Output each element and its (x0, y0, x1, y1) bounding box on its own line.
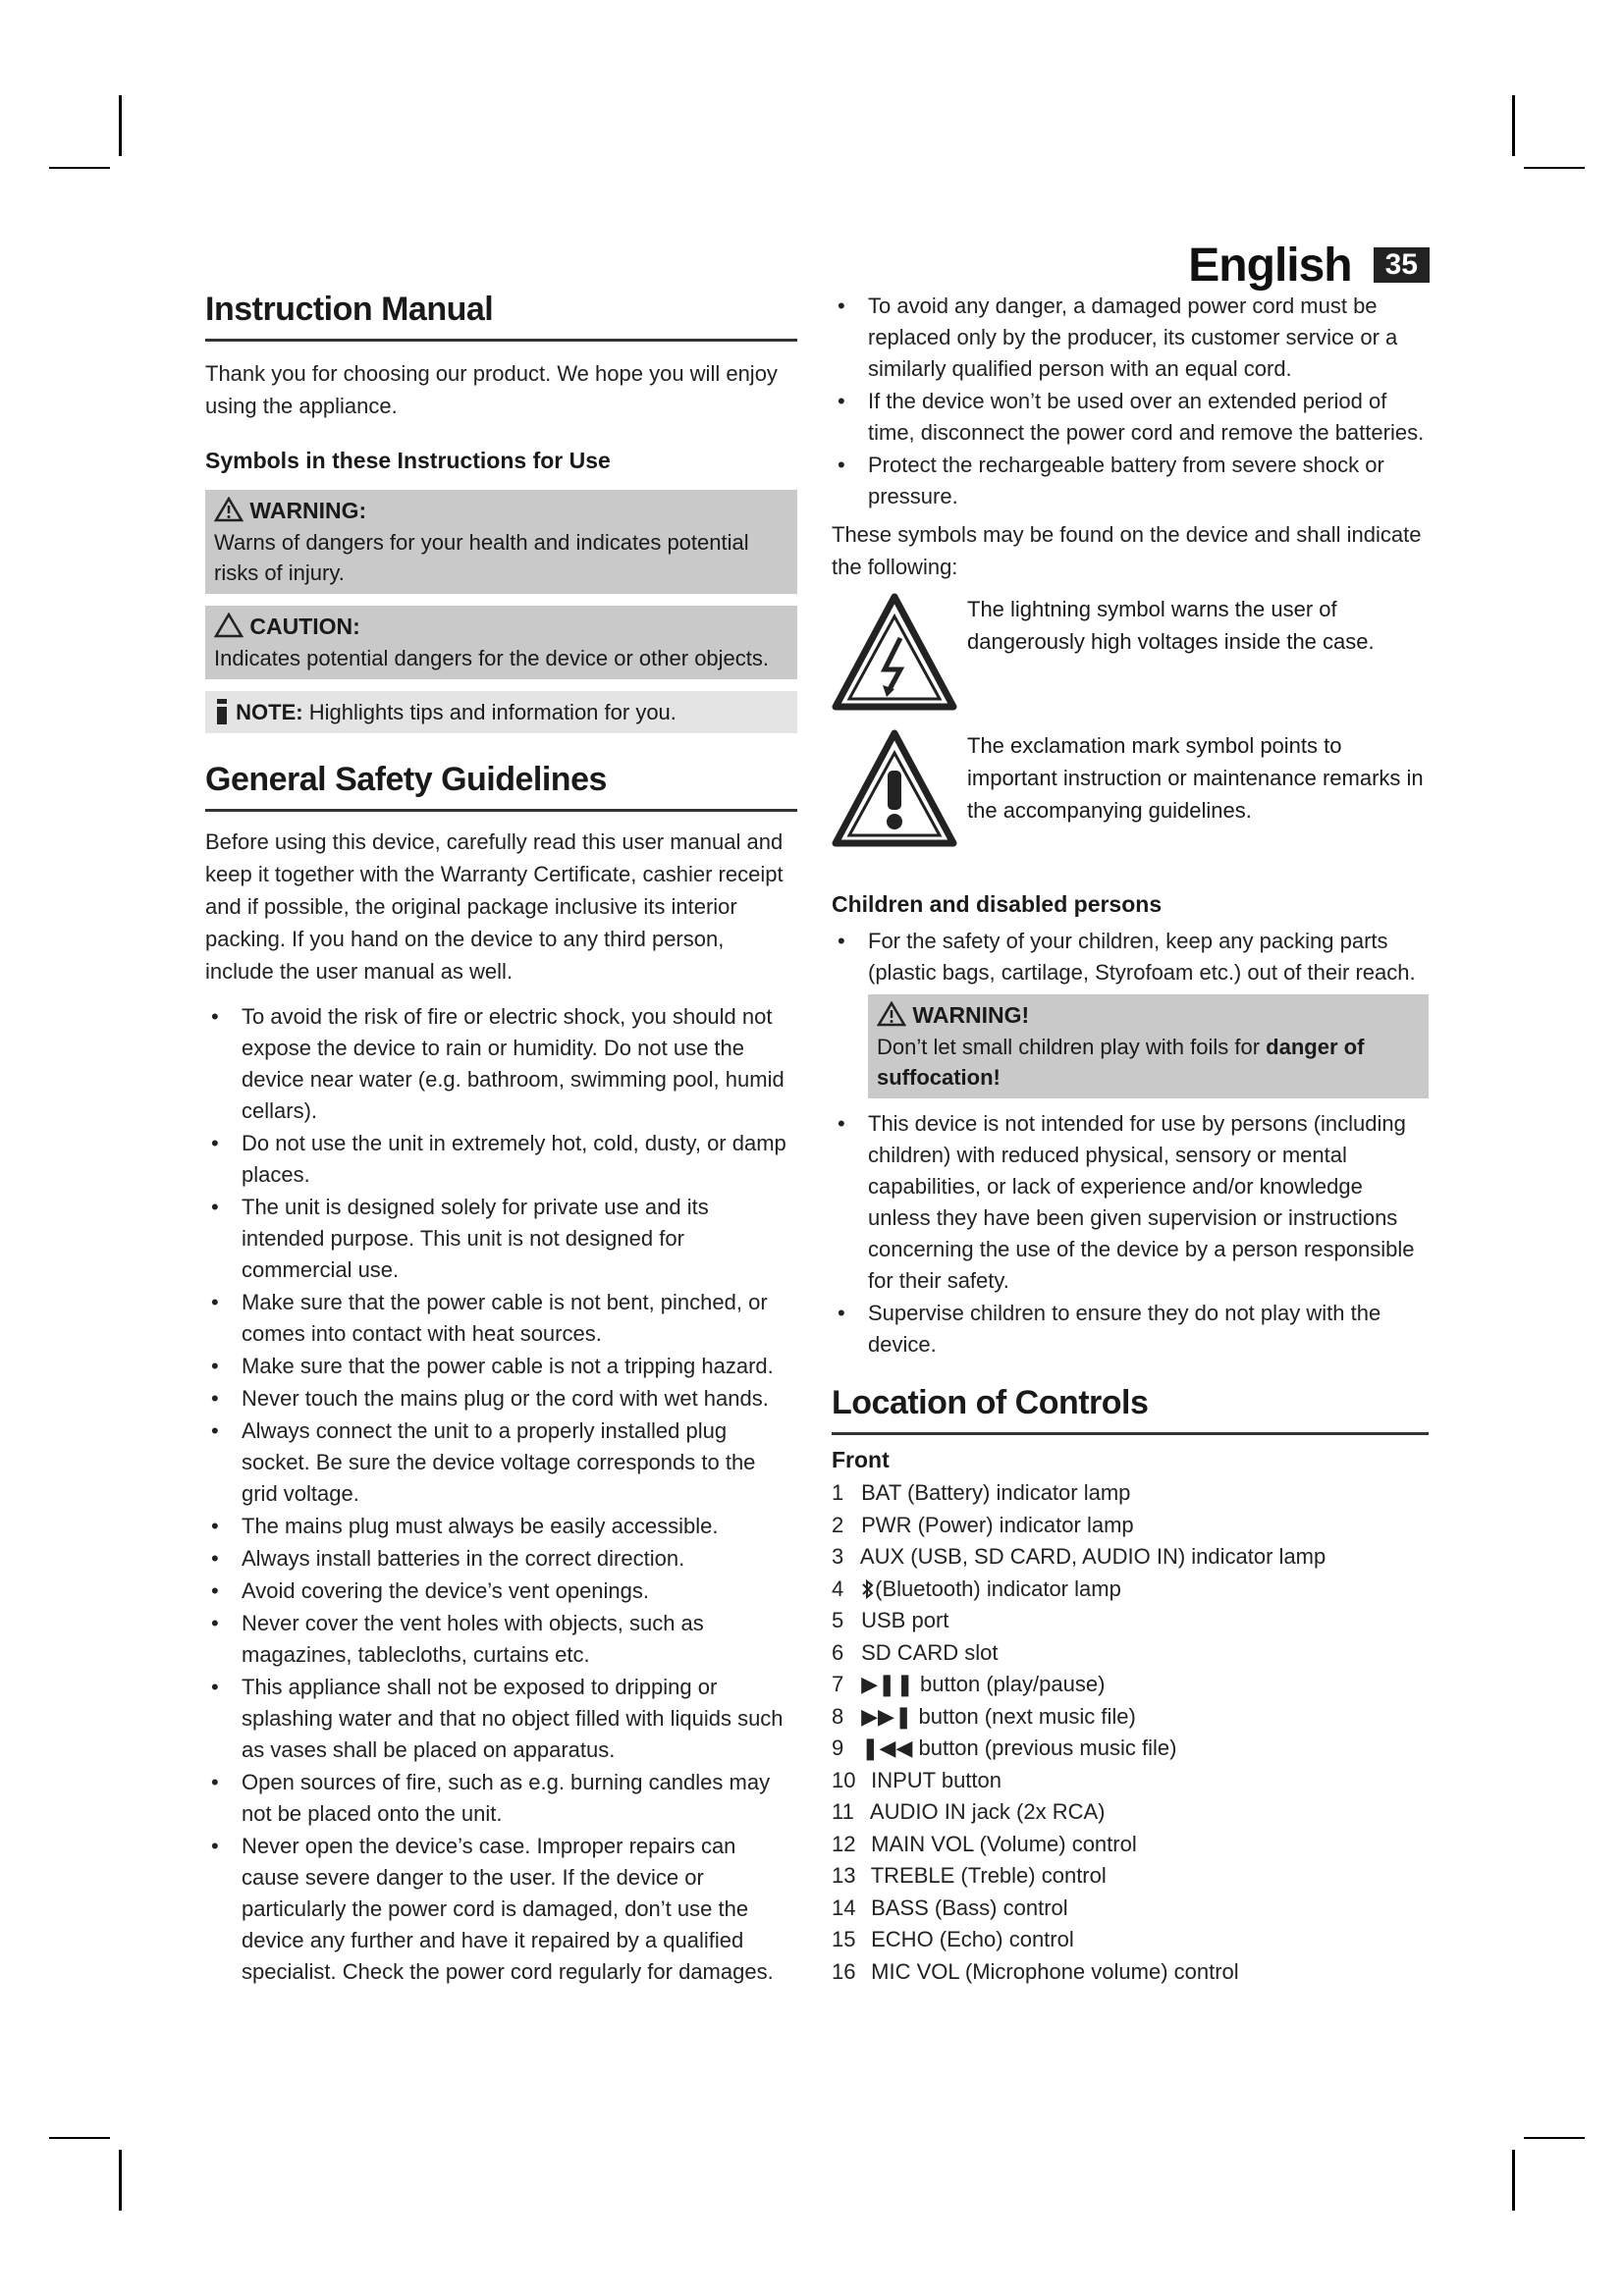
previous-icon: ❚◀◀ (861, 1735, 913, 1760)
list-item: • Supervise children to ensure they do not play with the device. (832, 1298, 1429, 1361)
list-item: • To avoid the risk of fire or electric shock, you should not expose the device to rain or humidity. Do not use the device near water (e.g. bathroom, swimming pool, humid cellars). (205, 1001, 797, 1127)
crop-mark (119, 95, 122, 156)
lightning-text: The lightning symbol warns the user of dangerously high voltages inside the case. (967, 597, 1375, 654)
list-item: 6 SD CARD slot (832, 1639, 999, 1665)
list-item: • Protect the rechargeable battery from severe shock or pressure. (832, 450, 1429, 512)
lightning-symbol-row (832, 591, 1429, 720)
exclamation-text: The exclamation mark symbol points to important instruction or maintenance remarks in the accompanying guidelines. (967, 733, 1424, 823)
list-item: 11 AUDIO IN jack (2x RCA) (832, 1799, 1106, 1824)
left-column (205, 291, 797, 1989)
children-warning-title: WARNING! (912, 1002, 1030, 1028)
controls-list (832, 1477, 1429, 1988)
list-item: • If the device won’t be used over an extended period of time, disconnect the power cord and remove the batteries. (832, 386, 1429, 449)
list-item: • Do not use the unit in extremely hot, cold, dusty, or damp places. (205, 1128, 797, 1191)
warning-text: Warns of dangers for your health and indicates potential risks of injury. (214, 530, 749, 585)
safety-list-continued (832, 291, 1429, 512)
list-item: 4 (Bluetooth) indicator lamp (832, 1575, 1121, 1601)
list-item: 2 PWR (Power) indicator lamp (832, 1512, 1134, 1537)
list-item: • This appliance shall not be exposed to dripping or splashing water and that no object filled with liquids such as vases shall be placed on apparatus. (205, 1672, 797, 1766)
warning-title: WARNING: (249, 498, 367, 523)
children-warning-box (868, 994, 1429, 1098)
list-item: • For the safety of your children, keep any packing parts (plastic bags, cartilage, Styrofoam etc.) out of their reach. (832, 926, 1429, 988)
list-item: • Never open the device’s case. Improper repairs can cause severe danger to the user. If the device or particularly the power cord is damaged, don’t use the device any further and have it repaired by a qualified specialist. Check the power cord regularly for damages. (205, 1831, 797, 1988)
crop-mark (119, 2150, 122, 2211)
list-item: 13 TREBLE (Treble) control (832, 1863, 1107, 1888)
children-warning-bold: danger of suffocation! (877, 1035, 1365, 1090)
list-item: 9 ❚◀◀ button (previous music file) (832, 1735, 1177, 1760)
warning-triangle-icon (214, 498, 249, 523)
bluetooth-icon (861, 1576, 875, 1601)
list-item: • Open sources of fire, such as e.g. burning candles may not be placed onto the unit. (205, 1767, 797, 1830)
note-text: Highlights tips and information for you. (308, 700, 677, 724)
list-item: • Make sure that the power cable is not a tripping hazard. (205, 1351, 797, 1382)
symbols-intro: These symbols may be found on the device and shall indicate the following: (832, 522, 1422, 579)
list-item: • Avoid covering the device’s vent openings. (205, 1575, 797, 1607)
front-heading: Front (832, 1447, 890, 1472)
instruction-manual-title: Instruction Manual (205, 291, 797, 342)
children-list-continued (832, 1108, 1429, 1361)
list-item: 5 USB port (832, 1608, 949, 1632)
list-item: • Always install batteries in the correct direction. (205, 1543, 797, 1575)
symbols-heading: Symbols in these Instructions for Use (205, 448, 611, 473)
intro-text: Thank you for choosing our product. We hope you will enjoy using the appliance. (205, 361, 778, 418)
children-heading: Children and disabled persons (832, 891, 1163, 917)
exclamation-symbol-row (832, 727, 1429, 856)
safety-title: General Safety Guidelines (205, 761, 797, 812)
list-item: • To avoid any danger, a damaged power cord must be replaced only by the producer, its customer service or a similarly qualified person with an equal cord. (832, 291, 1429, 385)
list-item: 7 ▶❚❚ button (play/pause) (832, 1672, 1106, 1696)
caution-text: Indicates potential dangers for the device or other objects. (214, 646, 770, 670)
warning-box (205, 490, 797, 594)
caution-title: CAUTION: (249, 614, 360, 639)
list-item: 10 INPUT button (832, 1767, 1002, 1792)
safety-list (205, 1001, 797, 1988)
warning-triangle-icon (877, 1002, 912, 1028)
list-item: 1 BAT (Battery) indicator lamp (832, 1480, 1131, 1505)
crop-mark (1512, 95, 1515, 156)
lightning-warning-icon (832, 591, 967, 720)
list-item: • The mains plug must always be easily accessible. (205, 1511, 797, 1542)
crop-mark (1524, 167, 1585, 169)
note-title: NOTE: (236, 700, 303, 724)
right-column (832, 291, 1429, 1988)
page-number: 35 (1374, 247, 1430, 283)
list-item: • This device is not intended for use by persons (including children) with reduced physical, sensory or mental capabilities, or lack of experience and/or knowledge unless they have been given supervision or instructions concerning the use of the device by a person responsible for their safety. (832, 1108, 1429, 1297)
crop-mark (1524, 2137, 1585, 2139)
list-item: 3 AUX (USB, SD CARD, AUDIO IN) indicator lamp (832, 1544, 1326, 1569)
crop-mark (1512, 2150, 1515, 2211)
language-label: English (1188, 239, 1352, 292)
list-item: 16 MIC VOL (Microphone volume) control (832, 1958, 1239, 1984)
list-item: • Never touch the mains plug or the cord with wet hands. (205, 1383, 797, 1415)
list-item: 14 BASS (Bass) control (832, 1895, 1068, 1920)
caution-box (205, 606, 797, 679)
caution-triangle-icon (214, 614, 249, 639)
list-item: • Never cover the vent holes with objects, such as magazines, tablecloths, curtains etc. (205, 1608, 797, 1671)
list-item: • Make sure that the power cable is not bent, pinched, or comes into contact with heat sources. (205, 1287, 797, 1350)
list-item: • Always connect the unit to a properly installed plug socket. Be sure the device voltage corresponds to the grid voltage. (205, 1415, 797, 1510)
list-item: • The unit is designed solely for private use and its intended purpose. This unit is not designed for commercial use. (205, 1192, 797, 1286)
list-item: 12 MAIN VOL (Volume) control (832, 1831, 1137, 1856)
controls-title: Location of Controls (832, 1384, 1429, 1435)
crop-mark (49, 2137, 110, 2139)
list-item: 8 ▶▶❚ button (next music file) (832, 1703, 1136, 1729)
info-icon (214, 700, 236, 724)
next-icon: ▶▶❚ (861, 1703, 913, 1729)
children-list (832, 926, 1429, 988)
list-item: 15 ECHO (Echo) control (832, 1927, 1074, 1951)
crop-mark (49, 167, 110, 169)
exclamation-warning-icon (832, 727, 967, 856)
safety-intro: Before using this device, carefully read this user manual and keep it together with the Warranty Certificate, cashier receipt and if possible, the original package inclusive its interior packing. If you hand on the device to any third person, include the user manual as well. (205, 829, 784, 984)
page-header (1188, 236, 1430, 294)
play-pause-icon: ▶❚❚ (861, 1672, 914, 1696)
children-warning-text: Don’t let small children play with foils for (877, 1035, 1261, 1059)
note-box (205, 691, 797, 733)
